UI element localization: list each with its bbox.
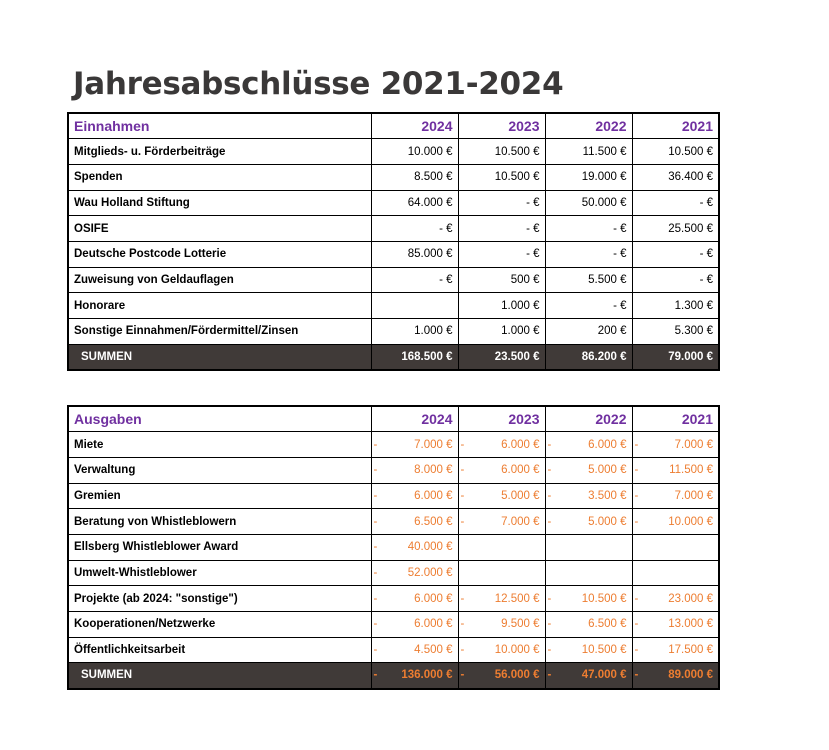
expense-cell (632, 612, 719, 638)
expense-value: 10.500 € (581, 592, 627, 605)
empty-cell (458, 534, 545, 560)
row-label: OSIFE (68, 216, 371, 242)
minus-sign: - (460, 438, 465, 451)
expense-cell (545, 612, 632, 638)
expense-cell (632, 483, 719, 509)
expense-value: 6.000 € (501, 464, 540, 477)
table-row (68, 534, 719, 560)
minus-sign: - (373, 515, 378, 528)
row-label: Ellsberg Whistleblower Award (68, 534, 371, 560)
minus-sign: - (634, 669, 639, 682)
expense-cell (545, 457, 632, 483)
minus-sign: - (634, 438, 639, 451)
row-label: Öffentlichkeitsarbeit (68, 637, 371, 663)
minus-sign: - (373, 669, 378, 682)
sum-cell: 79.000 € (632, 344, 719, 370)
expense-value: 7.000 € (674, 438, 713, 451)
value-cell: - € (371, 267, 458, 293)
year-header: 2024 (371, 406, 458, 432)
value-cell: 19.000 € (545, 164, 632, 190)
expense-cell (371, 560, 458, 586)
minus-sign: - (460, 515, 465, 528)
minus-sign: - (547, 644, 552, 657)
value-cell: 64.000 € (371, 190, 458, 216)
year-header: 2023 (458, 406, 545, 432)
value-cell: 1.300 € (632, 293, 719, 319)
expense-cell (545, 432, 632, 458)
value-cell: - € (632, 267, 719, 293)
expense-cell (371, 457, 458, 483)
table-row (68, 293, 719, 319)
value-cell: 10.000 € (371, 139, 458, 165)
minus-sign: - (373, 489, 378, 502)
minus-sign: - (547, 618, 552, 631)
expense-value: 10.000 € (494, 644, 540, 657)
row-label: Deutsche Postcode Lotterie (68, 241, 371, 267)
value-cell: 8.500 € (371, 164, 458, 190)
expense-cell (632, 509, 719, 535)
ausgaben-header-row (68, 406, 719, 432)
row-label: Wau Holland Stiftung (68, 190, 371, 216)
year-header: 2021 (632, 113, 719, 139)
table-row (68, 457, 719, 483)
expense-value: 6.000 € (414, 489, 453, 502)
einnahmen-table (67, 112, 720, 371)
expense-cell (371, 637, 458, 663)
sum-cell (632, 663, 719, 689)
expense-cell (371, 432, 458, 458)
year-header: 2024 (371, 113, 458, 139)
expense-cell (632, 586, 719, 612)
minus-sign: - (460, 669, 465, 682)
value-cell: 11.500 € (545, 139, 632, 165)
expense-value: 12.500 € (494, 592, 540, 605)
value-cell: - € (545, 293, 632, 319)
expense-cell (545, 586, 632, 612)
expense-value: 6.000 € (414, 592, 453, 605)
table-row (68, 586, 719, 612)
row-label: Sonstige Einnahmen/Fördermittel/Zinsen (68, 319, 371, 345)
expense-cell (458, 509, 545, 535)
sum-label: SUMMEN (68, 344, 371, 370)
expense-cell (458, 637, 545, 663)
row-label: Zuweisung von Geldauflagen (68, 267, 371, 293)
minus-sign: - (547, 592, 552, 605)
expense-value: 7.000 € (414, 438, 453, 451)
sum-cell (371, 663, 458, 689)
minus-sign: - (373, 618, 378, 631)
minus-sign: - (460, 489, 465, 502)
table-row (68, 241, 719, 267)
row-label: Projekte (ab 2024: "sonstige") (68, 586, 371, 612)
year-header: 2022 (545, 113, 632, 139)
einnahmen-heading: Einnahmen (68, 113, 371, 139)
minus-sign: - (547, 438, 552, 451)
minus-sign: - (547, 669, 552, 682)
value-cell: 10.500 € (632, 139, 719, 165)
empty-cell (632, 534, 719, 560)
value-cell: 1.000 € (458, 293, 545, 319)
empty-cell (632, 560, 719, 586)
minus-sign: - (373, 644, 378, 657)
sum-cell: 86.200 € (545, 344, 632, 370)
value-cell: 36.400 € (632, 164, 719, 190)
sum-cell (458, 663, 545, 689)
sum-cell: 23.500 € (458, 344, 545, 370)
year-header: 2023 (458, 113, 545, 139)
ausgaben-heading: Ausgaben (68, 406, 371, 432)
minus-sign: - (373, 592, 378, 605)
sum-cell: 168.500 € (371, 344, 458, 370)
expense-value: 5.000 € (588, 464, 627, 477)
expense-value: 10.500 € (581, 644, 627, 657)
einnahmen-header-row (68, 113, 719, 139)
value-cell: 5.500 € (545, 267, 632, 293)
value-cell: 85.000 € (371, 241, 458, 267)
table-row (68, 483, 719, 509)
expense-cell (371, 586, 458, 612)
value-cell: - € (632, 241, 719, 267)
minus-sign: - (634, 515, 639, 528)
minus-sign: - (547, 515, 552, 528)
expense-cell (545, 637, 632, 663)
expense-value: 9.500 € (501, 618, 540, 631)
minus-sign: - (460, 644, 465, 657)
expense-cell (632, 637, 719, 663)
expense-cell (458, 483, 545, 509)
table-row (68, 216, 719, 242)
row-label: Spenden (68, 164, 371, 190)
table-row (68, 637, 719, 663)
expense-cell (371, 483, 458, 509)
expense-cell (458, 457, 545, 483)
minus-sign: - (634, 464, 639, 477)
expense-value: 40.000 € (407, 541, 453, 554)
minus-sign: - (373, 566, 378, 579)
expense-cell (371, 534, 458, 560)
year-header: 2021 (632, 406, 719, 432)
empty-cell (458, 560, 545, 586)
value-cell (371, 293, 458, 319)
table-row (68, 612, 719, 638)
row-label: Kooperationen/Netzwerke (68, 612, 371, 638)
expense-value: 13.000 € (668, 618, 713, 631)
sum-row (68, 663, 719, 689)
expense-value: 11.500 € (669, 464, 713, 477)
table-row (68, 164, 719, 190)
row-label: Umwelt-Whistleblower (68, 560, 371, 586)
expense-cell (632, 432, 719, 458)
table-row (68, 267, 719, 293)
minus-sign: - (460, 618, 465, 631)
expense-value: 8.000 € (414, 464, 453, 477)
value-cell: 500 € (458, 267, 545, 293)
expense-value: 6.000 € (414, 618, 453, 631)
minus-sign: - (634, 618, 639, 631)
minus-sign: - (373, 438, 378, 451)
value-cell: - € (458, 190, 545, 216)
ausgaben-table (67, 405, 720, 690)
sum-value: 47.000 € (581, 669, 627, 682)
minus-sign: - (634, 592, 639, 605)
sum-label: SUMMEN (68, 663, 371, 689)
minus-sign: - (634, 489, 639, 502)
row-label: Gremien (68, 483, 371, 509)
expense-value: 5.000 € (501, 489, 540, 502)
expense-value: 17.500 € (668, 644, 713, 657)
expense-value: 23.000 € (668, 592, 713, 605)
value-cell: - € (545, 241, 632, 267)
sum-value: 56.000 € (494, 669, 540, 682)
table-row (68, 509, 719, 535)
table-row (68, 560, 719, 586)
row-label: Miete (68, 432, 371, 458)
value-cell: - € (458, 241, 545, 267)
sum-cell (545, 663, 632, 689)
expense-cell (458, 432, 545, 458)
value-cell: 50.000 € (545, 190, 632, 216)
value-cell: 200 € (545, 319, 632, 345)
value-cell: 10.500 € (458, 139, 545, 165)
empty-cell (545, 560, 632, 586)
value-cell: - € (545, 216, 632, 242)
expense-cell (545, 509, 632, 535)
expense-cell (458, 612, 545, 638)
expense-value: 10.000 € (668, 515, 713, 528)
expense-value: 6.000 € (588, 438, 627, 451)
table-row (68, 139, 719, 165)
row-label: Verwaltung (68, 457, 371, 483)
year-header: 2022 (545, 406, 632, 432)
minus-sign: - (547, 489, 552, 502)
table-row (68, 190, 719, 216)
expense-value: 6.000 € (501, 438, 540, 451)
expense-cell (371, 509, 458, 535)
expense-value: 5.000 € (588, 515, 627, 528)
minus-sign: - (373, 464, 378, 477)
empty-cell (545, 534, 632, 560)
minus-sign: - (373, 541, 378, 554)
page-title: Jahresabschlüsse 2021-2024 (73, 66, 564, 102)
table-row (68, 319, 719, 345)
expense-value: 52.000 € (407, 566, 453, 579)
row-label: Beratung von Whistleblowern (68, 509, 371, 535)
expense-value: 7.000 € (501, 515, 540, 528)
value-cell: 10.500 € (458, 164, 545, 190)
value-cell: 25.500 € (632, 216, 719, 242)
row-label: Mitglieds- u. Förderbeiträge (68, 139, 371, 165)
expense-value: 6.500 € (588, 618, 627, 631)
sum-value: 89.000 € (668, 669, 713, 682)
expense-cell (545, 483, 632, 509)
expense-value: 4.500 € (414, 644, 453, 657)
expense-value: 7.000 € (674, 489, 713, 502)
value-cell: - € (458, 216, 545, 242)
value-cell: 5.300 € (632, 319, 719, 345)
row-label: Honorare (68, 293, 371, 319)
value-cell: - € (632, 190, 719, 216)
sum-value: 136.000 € (401, 669, 453, 682)
minus-sign: - (547, 464, 552, 477)
expense-cell (458, 586, 545, 612)
value-cell: 1.000 € (458, 319, 545, 345)
expense-value: 6.500 € (414, 515, 453, 528)
minus-sign: - (460, 464, 465, 477)
value-cell: - € (371, 216, 458, 242)
expense-cell (632, 457, 719, 483)
value-cell: 1.000 € (371, 319, 458, 345)
table-row (68, 432, 719, 458)
expense-value: 3.500 € (588, 489, 627, 502)
minus-sign: - (460, 592, 465, 605)
sum-row (68, 344, 719, 370)
minus-sign: - (634, 644, 639, 657)
expense-cell (371, 612, 458, 638)
